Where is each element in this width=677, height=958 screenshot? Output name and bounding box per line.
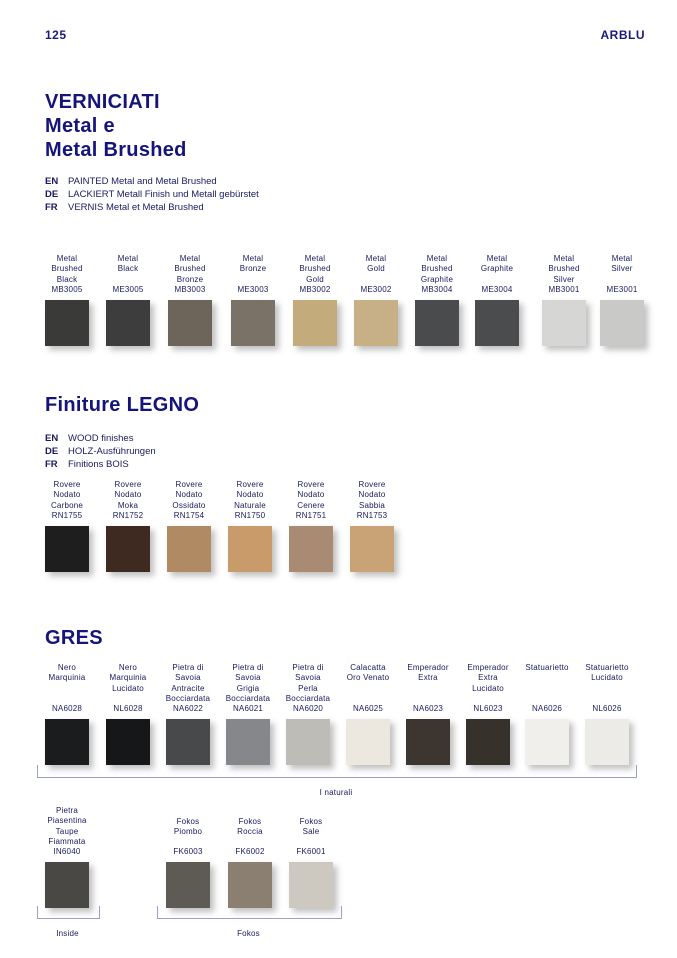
swatch-label-line: Nodato (175, 490, 203, 500)
swatch-code: ME3005 (112, 285, 144, 294)
swatch-label-line: Fokos (238, 817, 262, 826)
swatch-code: IN6040 (53, 847, 81, 856)
color-swatch (293, 300, 337, 346)
swatch-code: RN1755 (51, 511, 83, 520)
swatch-label-line: Perla (298, 683, 318, 693)
swatch-item (337, 663, 399, 684)
swatch-label-line: Savoia (295, 673, 321, 683)
lang-code: EN (45, 176, 59, 187)
color-swatch (226, 719, 270, 765)
swatch-label-line: Lucidato (591, 673, 623, 683)
swatch-item (341, 480, 403, 511)
swatch-item (591, 254, 653, 275)
swatch-code: RN1751 (295, 511, 327, 520)
swatch-item (36, 806, 98, 848)
group-bracket-inside (37, 906, 100, 919)
swatch-code: ME3003 (237, 285, 269, 294)
swatch-code: NA6028 (51, 704, 83, 713)
lang-list-legno (45, 432, 156, 471)
color-swatch (585, 719, 629, 765)
swatch-code: NA6022 (172, 704, 204, 713)
color-swatch (166, 862, 210, 908)
lang-text: VERNIS Metal et Metal Brushed (68, 202, 204, 213)
swatch-label-line: Nero (57, 663, 77, 672)
swatch-label-line: Bronze (239, 264, 267, 274)
swatch-label-line: Gold (367, 264, 385, 274)
lang-code: DE (45, 446, 59, 457)
swatch-code: MB3004 (421, 285, 453, 294)
swatch-item (97, 254, 159, 275)
swatch-label-line: Piasentina (47, 816, 87, 826)
swatch-label-line: Brushed (548, 264, 580, 274)
swatch-label-line: Grigia (236, 683, 260, 693)
swatch-label-line: Metal (365, 254, 387, 263)
swatch-item (533, 254, 595, 285)
swatch-item (284, 254, 346, 285)
swatch-code: NL6028 (113, 704, 143, 713)
swatch-item (97, 663, 159, 694)
swatch-label-line: Bocciardata (285, 694, 331, 704)
lang-text: Finitions BOIS (68, 459, 129, 470)
swatch-label-line: Savoia (175, 673, 201, 683)
lang-row (45, 432, 156, 445)
swatch-code: ME3001 (606, 285, 638, 294)
swatch-label-line: Nodato (358, 490, 386, 500)
swatch-item (159, 254, 221, 285)
color-swatch (167, 526, 211, 572)
swatch-label-line: Brushed (421, 264, 453, 274)
swatch-item (219, 817, 281, 838)
swatch-label-line: Marquinia (109, 673, 147, 683)
swatch-label-line: Nodato (114, 490, 142, 500)
color-swatch (350, 526, 394, 572)
swatch-label-line: Brushed (174, 264, 206, 274)
swatch-label-line: Sale (302, 827, 320, 837)
swatch-code: MB3003 (174, 285, 206, 294)
swatch-item (280, 817, 342, 838)
swatch-label-line: Nodato (297, 490, 325, 500)
swatch-label-line: Extra (478, 673, 498, 683)
swatch-label-line: Rovere (297, 480, 325, 489)
lang-text: PAINTED Metal and Metal Brushed (68, 176, 217, 187)
swatch-item (406, 254, 468, 285)
swatch-label-line: Fiammata (48, 837, 86, 847)
color-swatch (231, 300, 275, 346)
color-swatch (289, 862, 333, 908)
color-swatch (166, 719, 210, 765)
swatch-label-line: Taupe (55, 826, 79, 836)
color-swatch (466, 719, 510, 765)
swatch-code: FK6003 (173, 847, 203, 856)
swatch-label-line: Brushed (51, 264, 83, 274)
swatch-item (222, 254, 284, 275)
swatch-label-line: Extra (418, 673, 438, 683)
color-swatch (45, 719, 89, 765)
color-swatch (45, 300, 89, 346)
swatch-item (157, 663, 219, 705)
swatch-label-line: Rovere (53, 480, 81, 489)
swatch-code: NA6023 (412, 704, 444, 713)
section-title-legno: Finiture LEGNO (45, 394, 200, 416)
group-bracket-fokos (157, 906, 342, 919)
color-swatch (289, 526, 333, 572)
swatch-code: FK6001 (296, 847, 326, 856)
lang-row (45, 175, 259, 188)
swatch-item (277, 663, 339, 705)
swatch-label-line: Metal (486, 254, 508, 263)
swatch-label-line: Pietra di (232, 663, 264, 672)
swatch-code: MB3001 (548, 285, 580, 294)
swatch-label-line: Fokos (299, 817, 323, 826)
swatch-code: FK6002 (235, 847, 265, 856)
swatch-item (576, 663, 638, 684)
swatch-item (345, 254, 407, 275)
swatch-label-line: Rovere (358, 480, 386, 489)
swatch-label-line: Pietra di (172, 663, 204, 672)
swatch-code: RN1750 (234, 511, 266, 520)
swatch-code: NA6025 (352, 704, 384, 713)
color-swatch (286, 719, 330, 765)
lang-row (45, 458, 156, 471)
color-swatch (346, 719, 390, 765)
title-line: VERNICIATI (45, 91, 160, 113)
group-label-fokos: Fokos (237, 929, 260, 938)
swatch-label-line: Metal (56, 254, 78, 263)
lang-code: DE (45, 189, 59, 200)
swatch-label-line: Nodato (236, 490, 264, 500)
swatch-code: MB3005 (51, 285, 83, 294)
swatch-label-line: Bronze (176, 274, 204, 284)
page-number: 125 (45, 28, 67, 42)
swatch-item (97, 480, 159, 511)
swatch-item (217, 663, 279, 705)
group-label-naturali: I naturali (319, 788, 353, 797)
swatch-label-line: Metal (426, 254, 448, 263)
color-swatch (525, 719, 569, 765)
swatch-label-line: Graphite (480, 264, 514, 274)
swatch-code: NL6023 (473, 704, 503, 713)
swatch-item (36, 480, 98, 511)
swatch-label-line: Savoia (235, 673, 261, 683)
swatch-label-line: Metal (117, 254, 139, 263)
swatch-label-line: Nero (118, 663, 138, 672)
swatch-code: RN1752 (112, 511, 144, 520)
swatch-code: RN1754 (173, 511, 205, 520)
swatch-label-line: Marquinia (48, 673, 86, 683)
swatch-label-line: Metal (179, 254, 201, 263)
color-swatch (106, 719, 150, 765)
swatch-label-line: Pietra (55, 806, 79, 815)
lang-code: EN (45, 433, 59, 444)
section-title-gres: GRES (45, 627, 103, 649)
swatch-label-line: Ossidato (172, 500, 206, 510)
swatch-item (219, 480, 281, 511)
swatch-label-line: Emperador (407, 663, 449, 672)
swatch-label-line: Piombo (173, 827, 203, 837)
swatch-label-line: Metal (553, 254, 575, 263)
swatch-code: ME3004 (481, 285, 513, 294)
swatch-item (36, 254, 98, 285)
swatch-code: MB3002 (299, 285, 331, 294)
swatch-label-line: Emperador (467, 663, 509, 672)
swatch-label-line: Nodato (53, 490, 81, 500)
color-swatch (354, 300, 398, 346)
color-swatch (45, 862, 89, 908)
swatch-label-line: Rovere (236, 480, 264, 489)
lang-text: WOOD finishes (68, 433, 134, 444)
swatch-label-line: Antracite (171, 683, 205, 693)
group-label-inside: Inside (56, 929, 79, 938)
color-swatch (415, 300, 459, 346)
swatch-code: NA6026 (531, 704, 563, 713)
lang-text: HOLZ-Ausführungen (68, 446, 156, 457)
color-swatch (406, 719, 450, 765)
color-swatch (45, 526, 89, 572)
swatch-label-line: Naturale (234, 500, 266, 510)
color-swatch (475, 300, 519, 346)
swatch-label-line: Cenere (297, 500, 325, 510)
lang-code: FR (45, 459, 58, 470)
section-title-verniciati (45, 90, 187, 162)
swatch-label-line: Rovere (114, 480, 142, 489)
swatch-label-line: Gold (306, 274, 324, 284)
swatch-code: ME3002 (360, 285, 392, 294)
color-swatch (168, 300, 212, 346)
swatch-label-line: Black (117, 264, 139, 274)
color-swatch (228, 526, 272, 572)
color-swatch (600, 300, 644, 346)
lang-row (45, 188, 259, 201)
color-swatch (106, 300, 150, 346)
swatch-label-line: Black (56, 274, 78, 284)
swatch-label-line: Roccia (237, 827, 263, 837)
swatch-item (397, 663, 459, 684)
swatch-label-line: Rovere (175, 480, 203, 489)
swatch-label-line: Silver (553, 274, 575, 284)
swatch-label-line: Statuarietto (525, 663, 569, 672)
swatch-label-line: Carbone (50, 500, 84, 510)
lang-text: LACKIERT Metall Finish und Metall gebürstet (68, 189, 259, 200)
lang-code: FR (45, 202, 58, 213)
swatch-label-line: Bocciardata (165, 694, 211, 704)
swatch-label-line: Bocciardata (225, 694, 271, 704)
swatch-label-line: Silver (611, 264, 633, 274)
lang-row (45, 201, 259, 214)
swatch-label-line: Metal (242, 254, 264, 263)
color-swatch (228, 862, 272, 908)
swatch-item (158, 480, 220, 511)
swatch-label-line: Oro Venato (346, 673, 390, 683)
title-line: Metal e (45, 115, 115, 137)
swatch-label-line: Statuarietto (585, 663, 629, 672)
swatch-label-line: Moka (117, 500, 139, 510)
swatch-label-line: Sabbia (358, 500, 386, 510)
swatch-item (516, 663, 578, 673)
swatch-code: NA6021 (232, 704, 264, 713)
swatch-label-line: Metal (611, 254, 633, 263)
color-swatch (106, 526, 150, 572)
swatch-item (157, 817, 219, 838)
swatch-code: RN1753 (356, 511, 388, 520)
swatch-item (466, 254, 528, 275)
brand-name: ARBLU (600, 28, 645, 42)
swatch-code: NA6020 (292, 704, 324, 713)
swatch-label-line: Calacatta (350, 663, 386, 672)
swatch-label-line: Graphite (420, 274, 454, 284)
lang-row (45, 445, 156, 458)
group-bracket-naturali (37, 765, 637, 778)
swatch-label-line: Fokos (176, 817, 200, 826)
title-line: Metal Brushed (45, 139, 187, 161)
color-swatch (542, 300, 586, 346)
swatch-label-line: Pietra di (292, 663, 324, 672)
swatch-label-line: Lucidato (112, 683, 144, 693)
swatch-label-line: Brushed (299, 264, 331, 274)
swatch-label-line: Lucidato (472, 683, 504, 693)
swatch-label-line: Metal (304, 254, 326, 263)
swatch-code: NL6026 (592, 704, 622, 713)
swatch-item (457, 663, 519, 694)
lang-list-verniciati (45, 175, 259, 214)
swatch-item (36, 663, 98, 684)
swatch-item (280, 480, 342, 511)
